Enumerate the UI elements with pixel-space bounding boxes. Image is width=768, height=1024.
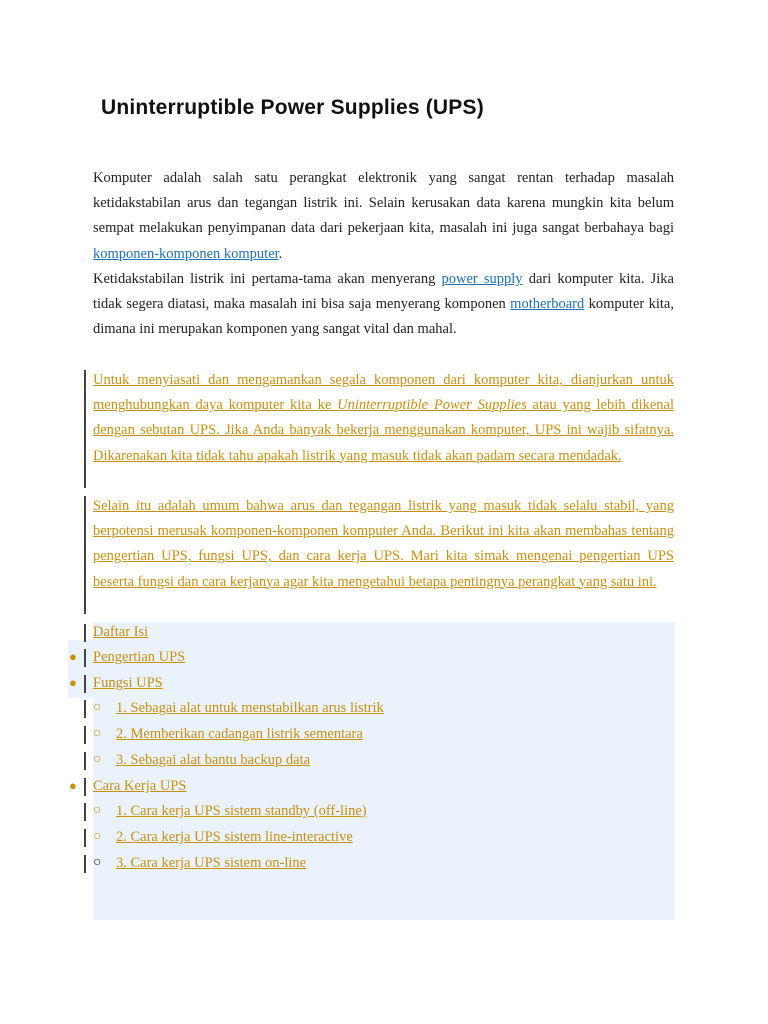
- circle-bullet-icon: ○: [93, 752, 102, 767]
- change-bar: [84, 803, 86, 821]
- change-bar: [84, 496, 86, 614]
- link-motherboard[interactable]: motherboard: [510, 296, 585, 313]
- toc-link-cara-kerja[interactable]: Cara Kerja UPS: [93, 778, 187, 794]
- change-bar: [84, 624, 86, 642]
- link-power-supply[interactable]: power supply: [441, 271, 523, 287]
- circle-bullet-icon: ○: [93, 829, 102, 844]
- toc-link-fungsi-3[interactable]: 3. Sebagai alat bantu backup data: [116, 752, 311, 768]
- change-bar: [84, 778, 86, 796]
- toc-link-pengertian[interactable]: Pengertian UPS: [93, 649, 186, 665]
- toc-link-fungsi-1[interactable]: 1. Sebagai alat untuk menstabilkan arus listrik: [116, 700, 384, 716]
- toc-item: [0, 776, 768, 800]
- paragraph-intro: [93, 166, 674, 267]
- circle-bullet-icon: ○: [93, 726, 102, 741]
- change-bar: [84, 675, 86, 693]
- toc-subitem: [0, 698, 768, 722]
- change-bar: [84, 855, 86, 873]
- bullet-icon: ●: [69, 649, 77, 664]
- change-bar: [84, 700, 86, 718]
- toc-subitem: [0, 750, 768, 774]
- toc-item: [0, 647, 768, 671]
- paragraph-overview: Selain itu adalah umum bahwa arus dan tegangan listrik yang masuk tidak selalu stabil, yang berpotensi merusak komponen-komponen komputer Anda. Berikut ini kita akan membahas tentang pengertian UPS, fungsi UPS, dan cara kerja UPS. Mari kita simak mengenai pengertian UPS beserta fungsi dan cara kerjanya agar kita mengetahui betapa pentingnya perangkat yang satu ini.: [93, 498, 674, 590]
- toc-link-cara-kerja-2[interactable]: 2. Cara kerja UPS sistem line-interactive: [116, 829, 353, 845]
- page-title: Uninterruptible Power Supplies (UPS): [101, 96, 484, 119]
- paragraph-intro-end: .: [278, 245, 283, 262]
- paragraph-recommendation-italic: Uninterruptible Power Supplies: [337, 397, 527, 414]
- paragraph-instability: [93, 267, 674, 343]
- paragraph-instability-text-2: dari komputer kita. Jika tidak segera diatasi, maka masalah ini bisa saja menyerang komponen: [93, 271, 674, 313]
- link-komponen-komputer[interactable]: komponen-komponen komputer: [93, 245, 279, 262]
- toc-subitem: [0, 801, 768, 825]
- change-bar: [84, 752, 86, 770]
- paragraph-recommendation-text-2: atau yang lebih dikenal dengan sebutan UPS. Jika Anda banyak bekerja menggunakan komputer, UPS ini wajib sifatnya. Dikarenakan kita tidak tahu apakah listrik yang masuk tidak akan padam secara mendadak.: [93, 397, 674, 464]
- bullet-icon: ●: [69, 778, 77, 793]
- bullet-icon: ●: [69, 675, 77, 690]
- circle-bullet-icon: ○: [93, 803, 102, 818]
- toc-subitem: [0, 827, 768, 851]
- toc-subitem: [0, 853, 768, 877]
- toc-heading[interactable]: Daftar Isi: [93, 624, 149, 640]
- toc-item: [0, 673, 768, 697]
- paragraph-recommendation-text-1: Untuk menyiasati dan mengamankan segala komponen dari komputer kita, dianjurkan untuk menghubungkan daya komputer kita ke: [93, 372, 674, 414]
- toc-heading-row: [0, 622, 768, 646]
- change-bar: [84, 649, 86, 667]
- toc-link-cara-kerja-3[interactable]: 3. Cara kerja UPS sistem on-line: [116, 855, 307, 871]
- toc-link-fungsi-2[interactable]: 2. Memberikan cadangan listrik sementara: [116, 726, 363, 742]
- change-bar: [84, 370, 86, 488]
- paragraph-instability-text-1: Ketidakstabilan listrik ini pertama-tama akan menyerang: [93, 271, 442, 287]
- circle-bullet-icon: ○: [93, 700, 102, 715]
- toc-subitem: [0, 724, 768, 748]
- paragraph-intro-text: Komputer adalah salah satu perangkat elektronik yang sangat rentan terhadap masalah ketidakstabilan arus dan tegangan listrik ini. Selain kerusakan data karena mungkin kita belum sempat melakukan penyimpanan data dari pekerjaan kita, masalah ini juga sangat berbahaya bagi: [93, 170, 674, 237]
- circle-bullet-icon: ○: [93, 855, 102, 870]
- toc-link-cara-kerja-1[interactable]: 1. Cara kerja UPS sistem standby (off-line): [116, 803, 367, 819]
- paragraph-instability-text-3: komputer kita, dimana ini merupakan komponen yang sangat vital dan mahal.: [93, 296, 674, 338]
- change-bar: [84, 726, 86, 744]
- toc-link-fungsi[interactable]: Fungsi UPS: [93, 675, 163, 691]
- paragraph-recommendation: [93, 368, 674, 469]
- change-bar: [84, 829, 86, 847]
